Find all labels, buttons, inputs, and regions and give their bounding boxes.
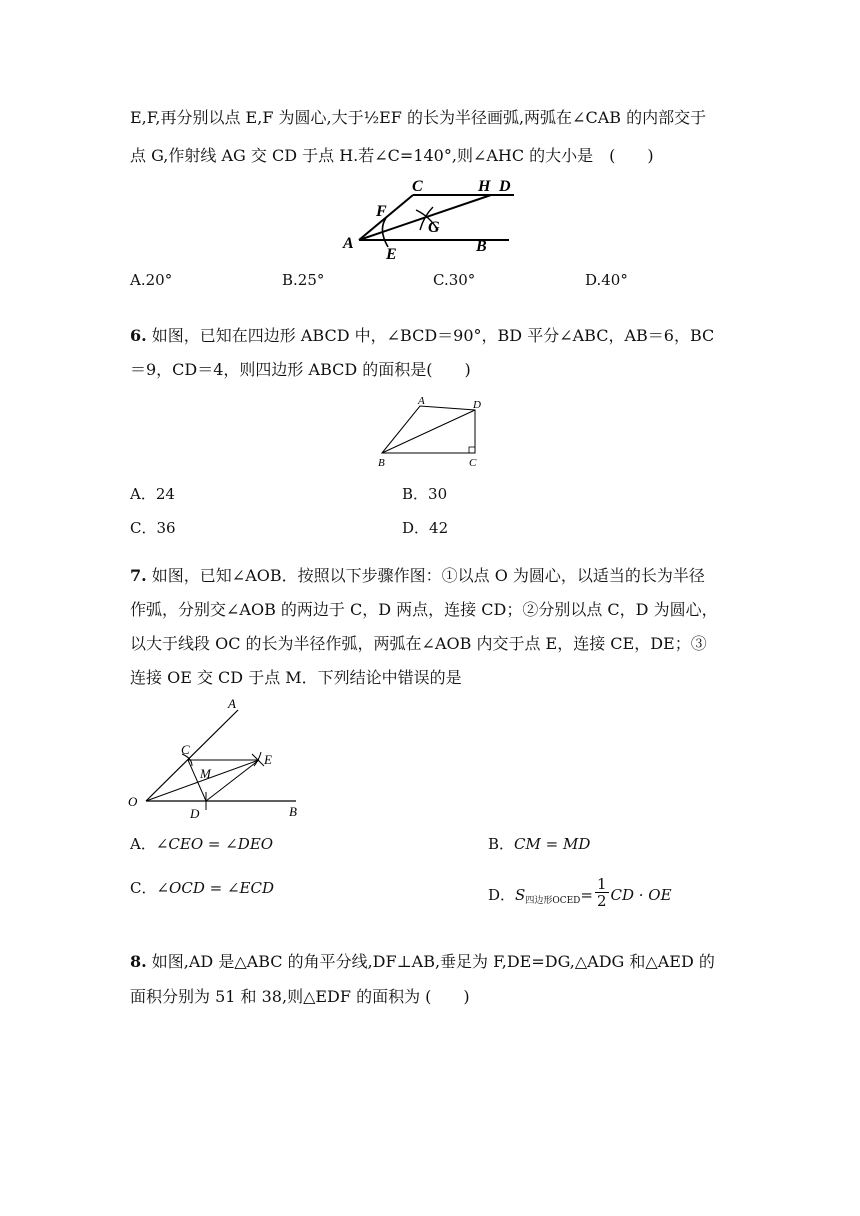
q6-option-b: B．30 bbox=[402, 485, 448, 503]
q7-option-d-numerator: 1 bbox=[596, 875, 607, 893]
q7-option-b-prefix: B． bbox=[488, 835, 515, 853]
q5-text-line-2: 点 G,作射线 AG 交 CD 于点 H.若∠C=140°,则∠AHC 的大小是 ( ) bbox=[130, 146, 654, 165]
q7-option-c-prefix: C． bbox=[130, 879, 157, 897]
q5-label-f: F bbox=[376, 203, 387, 220]
q7-segment-de bbox=[206, 760, 259, 801]
q7-option-d-fraction bbox=[595, 876, 609, 909]
q6-figure bbox=[374, 392, 494, 472]
q5-label-g: G bbox=[428, 219, 440, 236]
q6-label-a: A bbox=[418, 395, 425, 407]
q6-label-c: C bbox=[469, 457, 477, 469]
q5-label-c: C bbox=[412, 178, 423, 195]
q7-text-line-3: 以大于线段 OC 的长为半径作弧，两弧在∠AOB 内交于点 E，连接 CE，DE；③ bbox=[130, 634, 707, 653]
q6-right-angle-mark bbox=[469, 447, 475, 453]
q7-option-b bbox=[488, 834, 590, 854]
q7-option-d-prefix: D． bbox=[488, 885, 516, 904]
q5-option-a: A.20° bbox=[130, 271, 173, 289]
q6-label-d: D bbox=[473, 399, 481, 411]
q7-number: 7. bbox=[130, 566, 147, 585]
q6-text-line-1 bbox=[130, 326, 740, 346]
q6-option-c: C．36 bbox=[130, 519, 176, 537]
q7-option-b-formula: CM = MD bbox=[514, 835, 591, 853]
q6-quadrilateral-abcd bbox=[382, 406, 475, 453]
q6-option-a: A．24 bbox=[130, 485, 175, 503]
q5-arc-ef bbox=[382, 218, 388, 247]
q6-label-b: B bbox=[378, 457, 385, 469]
q5-figure bbox=[336, 172, 526, 264]
q5-option-c: C.30° bbox=[433, 271, 476, 289]
q8-number: 8. bbox=[130, 952, 147, 971]
q7-text-line-2: 作弧，分别交∠AOB 的两边于 C，D 两点，连接 CD；②分别以点 C，D 为圆心， bbox=[130, 600, 718, 619]
q7-option-c bbox=[130, 878, 274, 898]
q6-option-d: D．42 bbox=[402, 519, 449, 537]
q7-option-d-rest: CD · OE bbox=[610, 885, 672, 904]
q6-text-line-2: ＝9，CD＝4，则四边形 ABCD 的面积是( ) bbox=[130, 360, 471, 379]
q6-diagonal-bd bbox=[382, 410, 475, 453]
q7-option-d-subscript: 四边形OCED bbox=[525, 895, 581, 906]
q8-text-line-1 bbox=[130, 952, 740, 972]
q5-label-a: A bbox=[343, 235, 354, 252]
q7-label-d: D bbox=[190, 806, 200, 821]
q7-label-o: O bbox=[128, 794, 138, 809]
q8-text-line-2: 面积分别为 51 和 38,则△EDF 的面积为 ( ) bbox=[130, 987, 470, 1006]
q7-option-d-s: S bbox=[515, 885, 526, 904]
q7-option-d-denominator: 2 bbox=[596, 892, 607, 910]
q7-option-a-formula: ∠CEO = ∠DEO bbox=[155, 835, 274, 853]
q5-option-b: B.25° bbox=[282, 271, 325, 289]
q7-figure bbox=[124, 694, 314, 822]
q7-option-a bbox=[130, 834, 273, 854]
q5-label-e: E bbox=[386, 246, 397, 263]
q7-label-c: C bbox=[181, 742, 190, 757]
q5-option-d: D.40° bbox=[585, 271, 628, 289]
q7-label-m: M bbox=[200, 766, 211, 781]
q7-option-d-equals: = bbox=[580, 885, 593, 904]
q5-label-b: B bbox=[476, 238, 487, 255]
q7-label-e: E bbox=[264, 752, 272, 767]
q7-label-a: A bbox=[228, 696, 236, 711]
q7-label-b: B bbox=[289, 804, 297, 819]
q5-label-h: H bbox=[478, 178, 491, 195]
q7-text-1: 如图，已知∠AOB．按照以下步骤作图：①以点 O 为圆心，以适当的长为半径 bbox=[146, 566, 705, 585]
q7-text-line-1 bbox=[130, 566, 740, 586]
q5-text-line-1: E,F,再分别以点 E,F 为圆心,大于½EF 的长为半径画弧,两弧在∠CAB 的内部交于 bbox=[130, 108, 707, 127]
q7-option-c-formula: ∠OCD = ∠ECD bbox=[156, 879, 274, 897]
q7-option-a-prefix: A． bbox=[130, 835, 156, 853]
q6-text-1: 如图，已知在四边形 ABCD 中，∠BCD＝90°，BD 平分∠ABC，AB＝6，BC bbox=[146, 326, 715, 345]
q7-option-d bbox=[488, 875, 672, 911]
q6-number: 6. bbox=[130, 326, 147, 345]
q7-text-line-4: 连接 OE 交 CD 于点 M．下列结论中错误的是 bbox=[130, 668, 462, 687]
q8-text-1: 如图,AD 是△ABC 的角平分线,DF⊥AB,垂足为 F,DE=DG,△ADG 和△AED 的 bbox=[146, 952, 715, 971]
q5-label-d: D bbox=[499, 178, 511, 195]
